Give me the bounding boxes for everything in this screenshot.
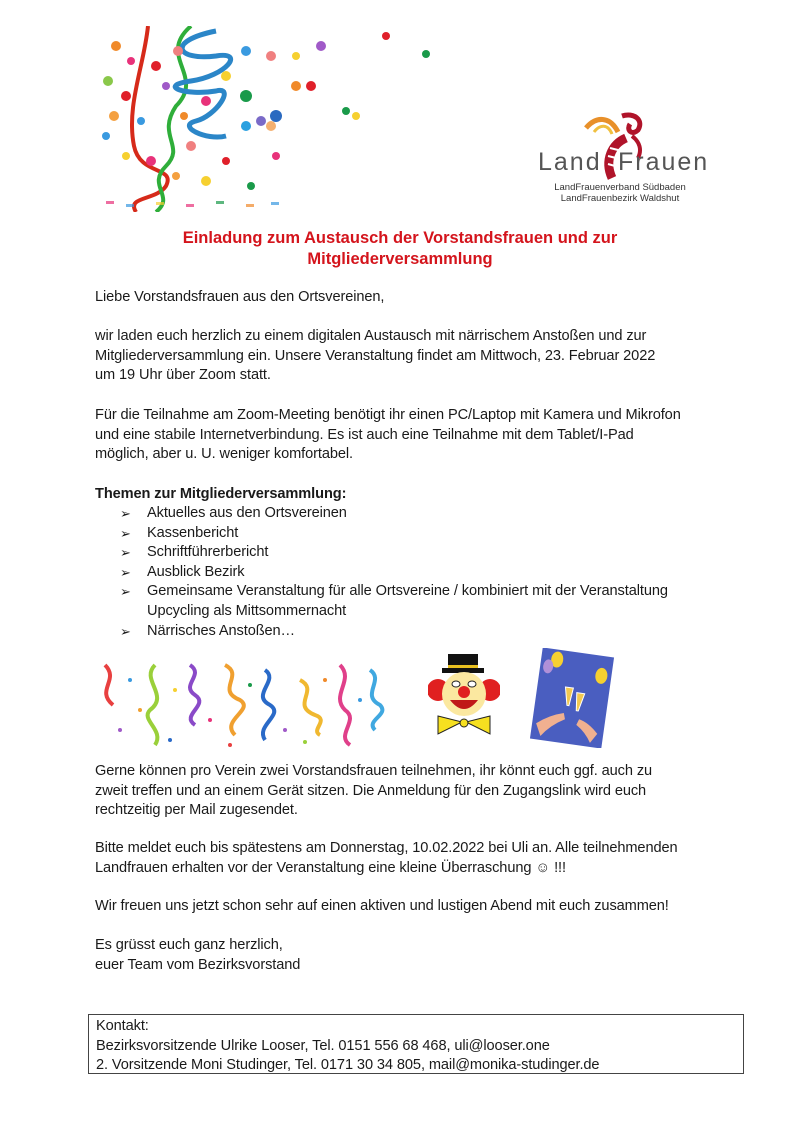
list-item	[120, 563, 668, 583]
arrow-bullet-icon: ➢	[120, 564, 131, 580]
signature-block	[95, 936, 300, 975]
logo-subtitle-2: LandFrauenbezirk Waldshut	[560, 193, 680, 204]
arrow-bullet-icon: ➢	[120, 545, 131, 561]
closing-signature: euer Team vom Bezirksvorstand	[95, 956, 301, 973]
text-line: rechtzeitig per Mail zugesendet.	[95, 802, 298, 819]
topics-heading: Themen zur Mitgliederversammlung:	[95, 486, 347, 502]
logo-subtitle-1: LandFrauenverband Südbaden	[554, 182, 686, 193]
logo-word-frauen: Frauen	[618, 148, 710, 176]
topic-label: Ausblick Bezirk	[147, 563, 245, 580]
text-line: möglich, aber u. U. weniger komfortabel.	[95, 446, 353, 463]
topic-label: Närrisches Anstoßen…	[147, 622, 296, 639]
confetti-streamers-image	[96, 26, 458, 212]
text-line: Gerne können pro Verein zwei Vorstandsfrauen teilnehmen, ihr könnt euch ggf. auch zu	[95, 763, 653, 779]
text-line: und eine stabile Internetverbindung. Es ist auch eine Teilnahme mit dem Tablet/I-Pad	[95, 426, 634, 443]
logo-word-land: Land	[538, 148, 602, 176]
topic-label: Schriftführerbericht	[147, 544, 269, 561]
contact-box	[88, 1014, 744, 1074]
title-line-2: Mitgliederversammlung	[307, 250, 493, 268]
list-item	[120, 504, 668, 524]
text-line: um 19 Uhr über Zoom statt.	[95, 367, 271, 384]
closing-greeting: Es grüsst euch ganz herzlich,	[95, 937, 283, 953]
paragraph-registration	[95, 839, 678, 878]
text-line: Mitgliederversammlung ein. Unsere Veranstaltung findet am Mittwoch, 23. Februar 2022	[95, 347, 656, 364]
text-line: wir laden euch herzlich zu einem digitalen Austausch mit närrischem Anstoßen und zur	[95, 328, 647, 344]
text-line: Für die Teilnahme am Zoom-Meeting benötigt ihr einen PC/Laptop mit Kamera und Mikrofon	[95, 407, 681, 423]
contact-line-1: Bezirksvorsitzende Ulrike Looser, Tel. 0151 556 68 468, uli@looser.one	[96, 1037, 550, 1054]
landfrauen-logo	[530, 112, 710, 208]
text-line: Landfrauen erhalten vor der Veranstaltung eine kleine Überraschung ☺ !!!	[95, 859, 566, 876]
title-line-1: Einladung zum Austausch der Vorstandsfrauen und zur	[182, 229, 618, 247]
clown-face-image	[428, 650, 500, 740]
topics-list	[120, 504, 668, 641]
arrow-bullet-icon: ➢	[120, 623, 131, 639]
topic-label: Aktuelles aus den Ortsvereinen	[147, 505, 347, 521]
page-title	[100, 228, 700, 270]
list-item	[120, 524, 668, 544]
arrow-bullet-icon: ➢	[120, 506, 131, 521]
list-item	[120, 582, 668, 621]
paragraph-requirements	[95, 406, 681, 465]
contact-label: Kontakt:	[96, 1018, 149, 1034]
text-line: zweit treffen und an einem Gerät sitzen. Die Anmeldung für den Zugangslink wird euch	[95, 782, 647, 799]
topic-label: Kassenbericht	[147, 524, 239, 541]
arrow-bullet-icon: ➢	[120, 584, 131, 600]
champagne-toast-image	[530, 648, 615, 748]
topic-label-continued: Upcycling als Mittsommernacht	[147, 602, 347, 619]
streamers-banner-image	[95, 660, 390, 750]
greeting: Liebe Vorstandsfrauen aus den Ortsvereinen,	[95, 289, 385, 305]
contact-line-2: 2. Vorsitzende Moni Studinger, Tel. 0171 30 34 805, mail@monika-studinger.de	[96, 1057, 600, 1074]
list-item	[120, 543, 668, 563]
arrow-bullet-icon: ➢	[120, 525, 131, 541]
topic-label: Gemeinsame Veranstaltung für alle Ortsvereine / kombiniert mit der Veranstaltung	[147, 583, 668, 600]
list-item	[120, 622, 668, 642]
paragraph-closing-wish: Wir freuen uns jetzt schon sehr auf einen aktiven und lustigen Abend mit euch zusammen!	[95, 898, 669, 914]
text-line: Bitte meldet euch bis spätestens am Donnerstag, 10.02.2022 bei Uli an. Alle teilnehmenden	[95, 840, 678, 856]
paragraph-invitation	[95, 327, 655, 386]
paragraph-participation	[95, 762, 652, 821]
